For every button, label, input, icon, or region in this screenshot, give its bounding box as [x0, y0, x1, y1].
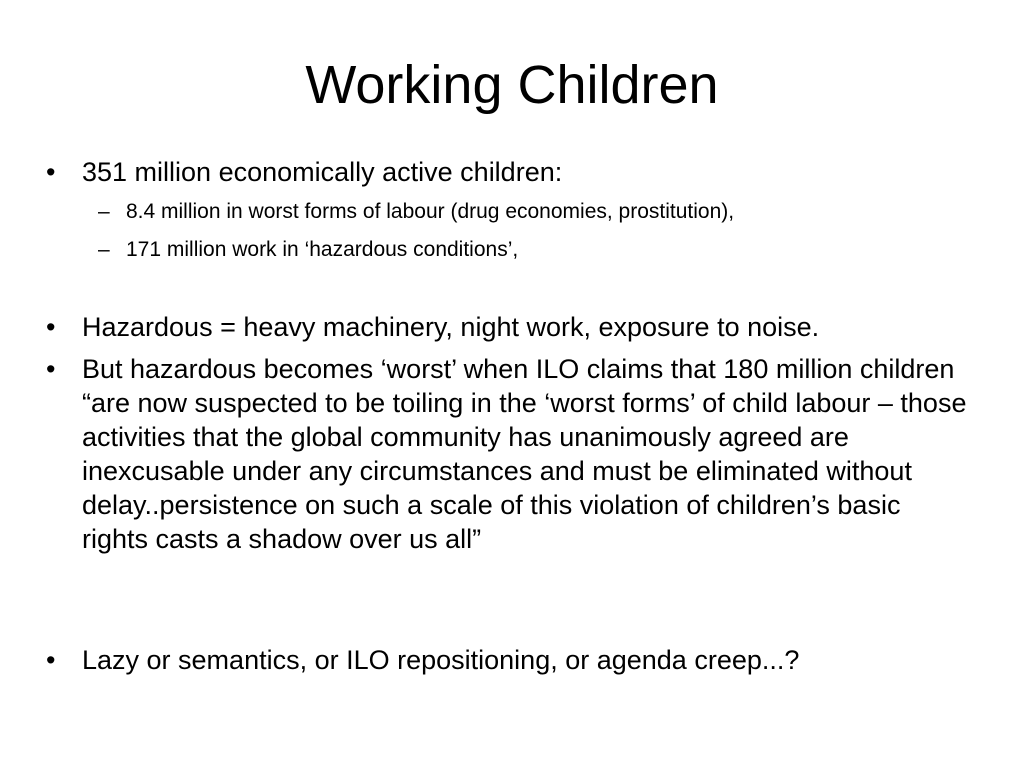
sub-bullet-item — [98, 198, 996, 226]
bullet-text: Hazardous = heavy machinery, night work, exposure to noise. — [82, 312, 820, 342]
sub-bullet-text: 171 million work in ‘hazardous conditions’, — [126, 238, 519, 261]
sub-bullet-item — [98, 236, 996, 264]
bullet-marker: • — [46, 157, 56, 187]
sub-bullet-marker: – — [98, 200, 110, 223]
bullet-marker: • — [46, 312, 56, 342]
bullet-item — [46, 352, 972, 556]
sub-bullet-marker: – — [98, 238, 110, 261]
bullet-item — [46, 310, 982, 344]
bullet-item — [46, 643, 982, 677]
bullet-text: 351 million economically active children: — [82, 157, 563, 187]
bullet-text: Lazy or semantics, or ILO repositioning, or agenda creep...? — [82, 645, 800, 675]
bullet-text: But hazardous becomes ‘worst’ when ILO claims that 180 million children “are now suspected to be toiling in the ‘worst forms’ of child labour – those activities that the global community has unanimously agreed are inexcusable under any circumstances and must be eliminated without delay..persistence on such a scale of this violation of children’s basic rights casts a shadow over us all” — [82, 354, 967, 554]
bullet-item — [46, 155, 982, 189]
sub-bullet-text: 8.4 million in worst forms of labour (drug economies, prostitution), — [126, 200, 735, 223]
slide-title: Working Children — [305, 55, 719, 115]
bullet-marker: • — [46, 354, 56, 384]
bullet-marker: • — [46, 645, 56, 675]
